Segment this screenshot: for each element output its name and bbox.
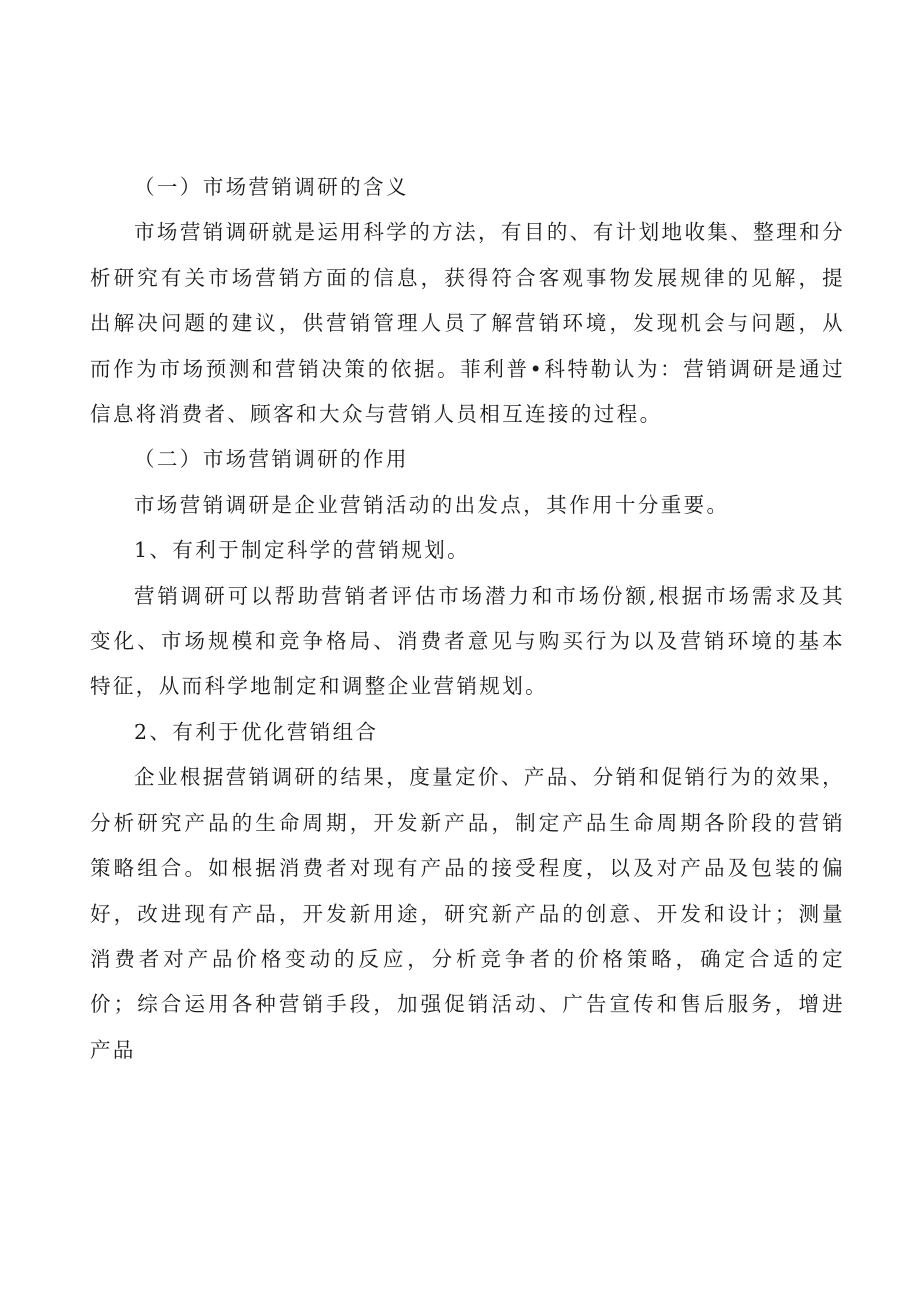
section2-heading: （二）市场营销调研的作用 — [134, 447, 409, 472]
section1-heading: （一）市场营销调研的含义 — [134, 175, 409, 199]
item1-paragraph: 营销调研可以帮助营销者评估市场潜力和市场份额,根据市场需求及其变化、市场规模和竞争格局、消费者意见与购买行为以及营销环境的基本特征，从而科学地制定和调整企业营销规划。 — [90, 583, 845, 699]
item1-heading: 1、有利于制定科学的营销规划。 — [134, 538, 471, 563]
section1-paragraph: 市场营销调研就是运用科学的方法，有目的、有计划地收集、整理和分析研究有关市场营销方面的信息，获得符合客观事物发展规律的见解，提出解决问题的建议，供营销管理人员了解营销环境，发现机会与问题，从而作为市场预测和营销决策的依据。菲利普•科特勒认为：营销调研是通过信息将消费者、顾客和大众与营销人员相互连接的过程。 — [90, 220, 845, 427]
item2-paragraph: 企业根据营销调研的结果，度量定价、产品、分销和促销行为的效果，分析研究产品的生命周期，开发新产品，制定产品生命周期各阶段的营销策略组合。如根据消费者对现有产品的接受程度，以及对产品及包装的偏好，改进现有产品，开发新用途，研究新产品的创意、开发和设计；测量消费者对产品价格变动的反应，分析竞争者的价格策略，确定合适的定价；综合运用各种营销手段，加强促销活动、广告宣传和售后服务，增进产品 — [90, 765, 845, 1062]
item2-heading: 2、有利于优化营销组合 — [134, 719, 379, 744]
section2-intro-paragraph: 市场营销调研是企业营销活动的出发点，其作用十分重要。 — [134, 492, 730, 517]
document-page — [90, 165, 845, 1073]
